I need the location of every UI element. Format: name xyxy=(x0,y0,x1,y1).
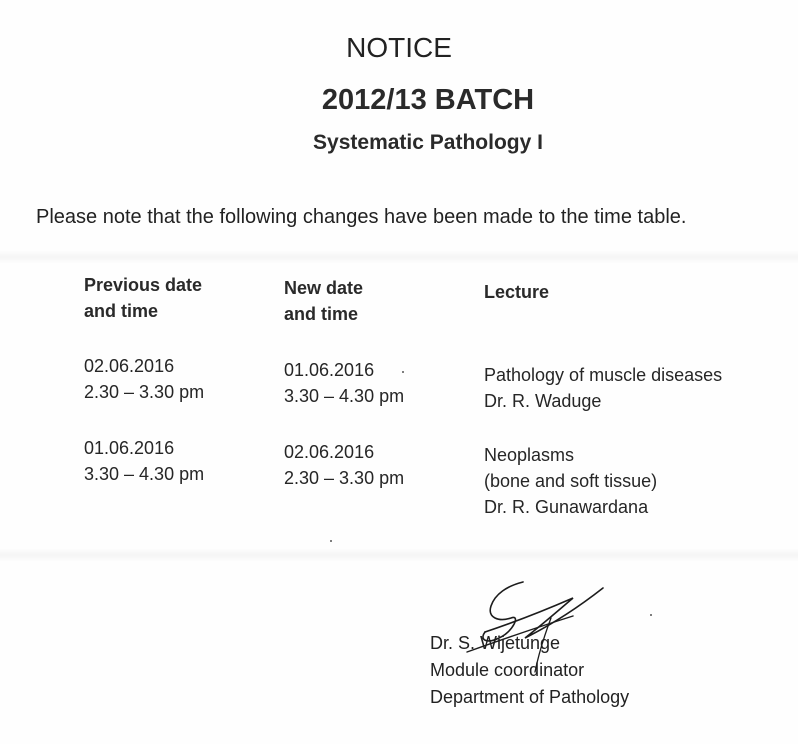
column-header-lecture xyxy=(484,279,549,305)
batch-title: 2012/13 BATCH xyxy=(321,84,535,116)
column-header-line: Previous date xyxy=(84,275,203,295)
row2-previous-cell xyxy=(84,435,204,487)
previous-time: 2.30 – 3.30 pm xyxy=(84,382,205,402)
new-date: 01.06.2016 xyxy=(284,360,375,380)
lecturer-name: Dr. R. Waduge xyxy=(484,391,602,411)
signatory-role: Module coordinator xyxy=(430,660,585,680)
lecturer-name: Dr. R. Gunawardana xyxy=(484,497,649,517)
lecture-title: Pathology of muscle diseases xyxy=(484,365,723,385)
row1-lecture-cell xyxy=(484,362,722,414)
column-header-line: New date xyxy=(284,278,364,298)
row2-new-cell xyxy=(284,439,404,491)
signatory-department: Department of Pathology xyxy=(430,687,630,707)
column-header-line: and time xyxy=(84,301,159,321)
new-date: 02.06.2016 xyxy=(284,442,375,462)
new-time: 2.30 – 3.30 pm xyxy=(284,468,405,488)
previous-date: 02.06.2016 xyxy=(84,356,175,376)
row1-previous-cell xyxy=(84,353,204,405)
column-header-new xyxy=(284,275,363,327)
paper-fold-line xyxy=(0,250,798,264)
column-header-previous xyxy=(84,272,202,324)
column-header-line: and time xyxy=(284,304,359,324)
intro-text: Please note that the following changes have been made to the time table. xyxy=(36,206,687,228)
handwritten-signature xyxy=(455,572,630,682)
paper-fold-line xyxy=(0,548,798,562)
notice-heading: NOTICE xyxy=(346,32,452,63)
row1-new-cell xyxy=(284,357,404,409)
paper-speck xyxy=(330,540,332,542)
signatory-name: Dr. S. Wijetunge xyxy=(430,633,561,653)
subject-title: Systematic Pathology I xyxy=(313,131,543,154)
previous-date: 01.06.2016 xyxy=(84,438,175,458)
lecture-subtitle: (bone and soft tissue) xyxy=(484,471,658,491)
column-header-line: Lecture xyxy=(484,282,550,302)
new-time: 3.30 – 4.30 pm xyxy=(284,386,405,406)
lecture-title: Neoplasms xyxy=(484,445,575,465)
paper-speck xyxy=(650,614,652,616)
row2-lecture-cell xyxy=(484,442,657,520)
previous-time: 3.30 – 4.30 pm xyxy=(84,464,205,484)
